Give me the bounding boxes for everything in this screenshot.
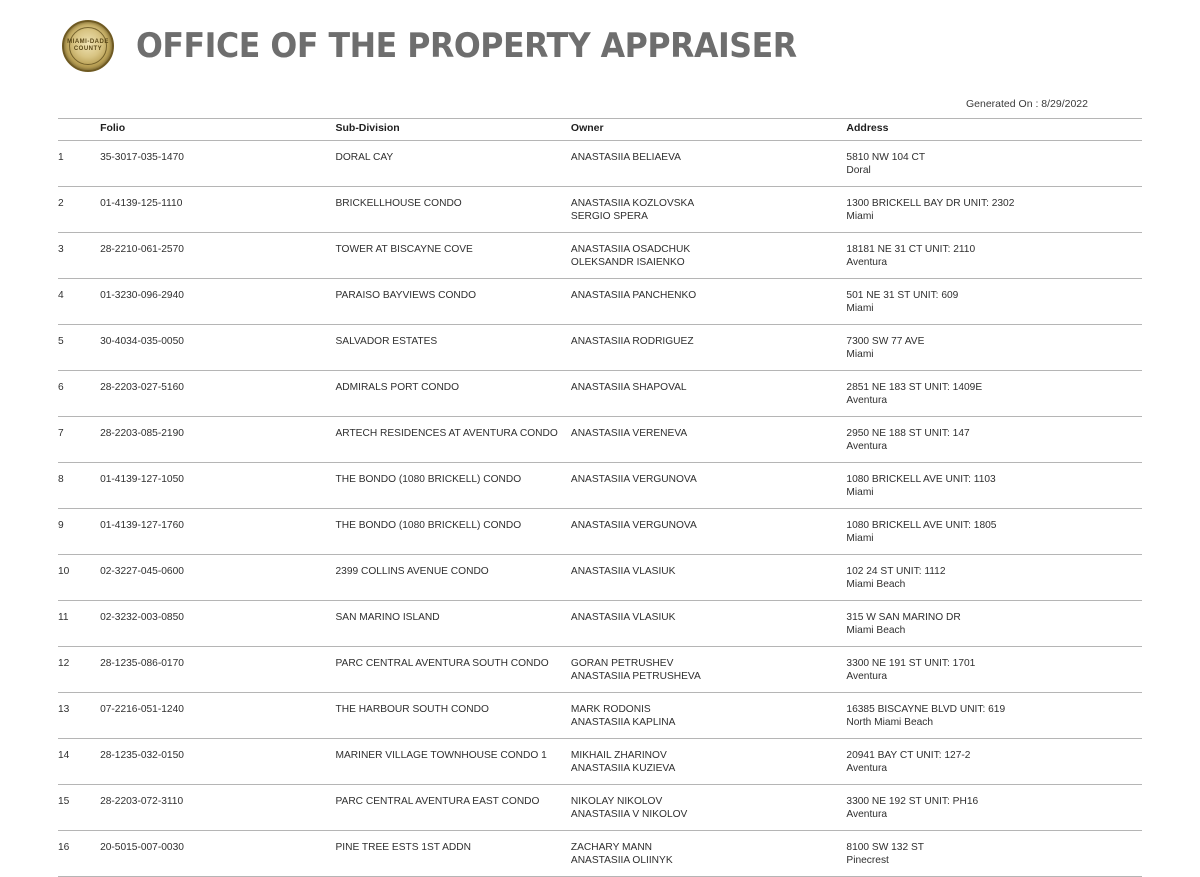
owner-primary: NIKOLAY NIKOLOV [570, 796, 663, 807]
row-index: 12 [58, 647, 100, 693]
address-street: 2950 NE 188 ST UNIT: 147 [846, 428, 970, 439]
generated-on-label: Generated On : 8/29/2022 [965, 98, 1088, 110]
address-city: Miami [846, 303, 874, 314]
cell-owner [571, 785, 847, 831]
address-street: 501 NE 31 ST UNIT: 609 [846, 290, 959, 301]
page-title: OFFICE OF THE PROPERTY APPRAISER [136, 26, 797, 66]
address-street: 315 W SAN MARINO DR [846, 612, 961, 623]
address-city: Aventura [846, 395, 887, 406]
column-header-folio: Folio [100, 119, 335, 141]
address-street: 5810 NW 104 CT [846, 152, 926, 163]
address-city: Miami [846, 533, 874, 544]
cell-folio: 28-1235-086-0170 [100, 647, 335, 693]
cell-folio: 01-4139-127-1050 [100, 463, 335, 509]
row-index: 3 [58, 233, 100, 279]
cell-address [846, 739, 1142, 785]
address-city: Pinecrest [846, 855, 889, 866]
cell-folio: 07-2216-051-1240 [100, 693, 335, 739]
cell-subdivision: PARC CENTRAL AVENTURA EAST CONDO [335, 785, 570, 831]
county-seal-label: MIAMI-DADE COUNTY [67, 39, 109, 52]
table-row [58, 141, 1142, 187]
table-row [58, 509, 1142, 555]
cell-owner [571, 325, 847, 371]
cell-owner [571, 509, 847, 555]
owner-primary: ANASTASIIA KOZLOVSKA [570, 198, 695, 209]
cell-owner [571, 417, 847, 463]
cell-owner [571, 141, 847, 187]
owner-primary: ANASTASIIA PANCHENKO [570, 290, 697, 301]
row-index: 4 [58, 279, 100, 325]
table-row [58, 187, 1142, 233]
address-city: Miami [846, 487, 874, 498]
property-table-container [58, 118, 1142, 877]
row-index: 10 [58, 555, 100, 601]
cell-address [846, 601, 1142, 647]
row-index: 1 [58, 141, 100, 187]
address-street: 16385 BISCAYNE BLVD UNIT: 619 [846, 704, 1006, 715]
table-row [58, 739, 1142, 785]
table-row [58, 417, 1142, 463]
cell-folio: 28-1235-032-0150 [100, 739, 335, 785]
cell-owner [571, 601, 847, 647]
row-index: 15 [58, 785, 100, 831]
cell-address [846, 371, 1142, 417]
owner-secondary: SERGIO SPERA [570, 211, 648, 222]
cell-address [846, 509, 1142, 555]
document-header [0, 0, 1200, 78]
row-index: 11 [58, 601, 100, 647]
address-street: 1300 BRICKELL BAY DR UNIT: 2302 [846, 198, 1015, 209]
cell-subdivision: THE BONDO (1080 BRICKELL) CONDO [335, 509, 570, 555]
owner-primary: MIKHAIL ZHARINOV [570, 750, 667, 761]
cell-address [846, 785, 1142, 831]
cell-owner [571, 693, 847, 739]
owner-secondary: ANASTASIIA KUZIEVA [570, 763, 676, 774]
row-index: 8 [58, 463, 100, 509]
owner-primary: GORAN PETRUSHEV [570, 658, 674, 669]
address-street: 18181 NE 31 CT UNIT: 2110 [846, 244, 976, 255]
address-city: Miami Beach [846, 579, 906, 590]
address-street: 1080 BRICKELL AVE UNIT: 1805 [846, 520, 997, 531]
table-row [58, 601, 1142, 647]
address-city: Doral [846, 165, 871, 176]
cell-folio: 28-2203-085-2190 [100, 417, 335, 463]
cell-address [846, 463, 1142, 509]
cell-folio: 01-3230-096-2940 [100, 279, 335, 325]
column-header-subdivision: Sub-Division [335, 119, 570, 141]
address-city: Aventura [846, 763, 887, 774]
table-row [58, 371, 1142, 417]
table-row [58, 279, 1142, 325]
cell-owner [571, 187, 847, 233]
cell-subdivision: MARINER VILLAGE TOWNHOUSE CONDO 1 [335, 739, 570, 785]
table-row [58, 555, 1142, 601]
address-city: Aventura [846, 441, 887, 452]
owner-primary: ZACHARY MANN [570, 842, 653, 853]
table-row [58, 325, 1142, 371]
cell-folio: 02-3227-045-0600 [100, 555, 335, 601]
cell-subdivision: ADMIRALS PORT CONDO [335, 371, 570, 417]
cell-subdivision: PARAISO BAYVIEWS CONDO [335, 279, 570, 325]
owner-primary: MARK RODONIS [570, 704, 651, 715]
row-index: 14 [58, 739, 100, 785]
address-street: 3300 NE 191 ST UNIT: 1701 [846, 658, 976, 669]
row-index: 2 [58, 187, 100, 233]
column-header-index [58, 119, 100, 141]
cell-subdivision: 2399 COLLINS AVENUE CONDO [335, 555, 570, 601]
column-header-address: Address [846, 119, 1142, 141]
cell-address [846, 141, 1142, 187]
owner-primary: ANASTASIIA VLASIUK [570, 566, 676, 577]
address-street: 7300 SW 77 AVE [846, 336, 925, 347]
cell-folio: 35-3017-035-1470 [100, 141, 335, 187]
owner-secondary: ANASTASIIA KAPLINA [570, 717, 676, 728]
address-street: 102 24 ST UNIT: 1112 [846, 566, 946, 577]
cell-owner [571, 463, 847, 509]
address-city: North Miami Beach [846, 717, 934, 728]
address-street: 20941 BAY CT UNIT: 127-2 [846, 750, 971, 761]
table-row [58, 831, 1142, 877]
cell-subdivision: PINE TREE ESTS 1ST ADDN [335, 831, 570, 877]
cell-address [846, 233, 1142, 279]
cell-folio: 28-2203-072-3110 [100, 785, 335, 831]
table-row [58, 233, 1142, 279]
address-street: 3300 NE 192 ST UNIT: PH16 [846, 796, 979, 807]
cell-address [846, 693, 1142, 739]
address-street: 1080 BRICKELL AVE UNIT: 1103 [846, 474, 996, 485]
cell-folio: 28-2210-061-2570 [100, 233, 335, 279]
cell-owner [571, 371, 847, 417]
cell-address [846, 279, 1142, 325]
address-city: Aventura [846, 671, 887, 682]
address-city: Miami [846, 349, 874, 360]
cell-address [846, 647, 1142, 693]
owner-primary: ANASTASIIA VERGUNOVA [570, 474, 697, 485]
cell-folio: 20-5015-007-0030 [100, 831, 335, 877]
address-street: 2851 NE 183 ST UNIT: 1409E [846, 382, 983, 393]
cell-address [846, 325, 1142, 371]
cell-folio: 28-2203-027-5160 [100, 371, 335, 417]
address-street: 8100 SW 132 ST [846, 842, 924, 853]
cell-address [846, 831, 1142, 877]
table-header-row [58, 119, 1142, 141]
cell-subdivision: PARC CENTRAL AVENTURA SOUTH CONDO [335, 647, 570, 693]
county-seal-icon [62, 20, 114, 72]
property-table [58, 118, 1142, 877]
cell-owner [571, 647, 847, 693]
address-city: Aventura [846, 257, 887, 268]
owner-secondary: OLEKSANDR ISAIENKO [570, 257, 685, 268]
cell-owner [571, 555, 847, 601]
owner-primary: ANASTASIIA OSADCHUK [570, 244, 691, 255]
cell-address [846, 417, 1142, 463]
cell-subdivision: THE HARBOUR SOUTH CONDO [335, 693, 570, 739]
row-index: 16 [58, 831, 100, 877]
cell-folio: 30-4034-035-0050 [100, 325, 335, 371]
owner-primary: ANASTASIIA VLASIUK [570, 612, 676, 623]
table-row [58, 647, 1142, 693]
row-index: 6 [58, 371, 100, 417]
table-row [58, 785, 1142, 831]
row-index: 7 [58, 417, 100, 463]
cell-owner [571, 831, 847, 877]
cell-subdivision: SALVADOR ESTATES [335, 325, 570, 371]
owner-primary: ANASTASIIA SHAPOVAL [570, 382, 687, 393]
cell-subdivision: THE BONDO (1080 BRICKELL) CONDO [335, 463, 570, 509]
owner-secondary: ANASTASIIA PETRUSHEVA [570, 671, 701, 682]
table-row [58, 463, 1142, 509]
cell-address [846, 187, 1142, 233]
owner-primary: ANASTASIIA BELIAEVA [570, 152, 681, 163]
row-index: 9 [58, 509, 100, 555]
cell-owner [571, 233, 847, 279]
address-city: Miami Beach [846, 625, 906, 636]
cell-subdivision: TOWER AT BISCAYNE COVE [335, 233, 570, 279]
table-row [58, 693, 1142, 739]
owner-secondary: ANASTASIIA OLIINYK [570, 855, 673, 866]
cell-address [846, 555, 1142, 601]
row-index: 5 [58, 325, 100, 371]
cell-owner [571, 279, 847, 325]
owner-primary: ANASTASIIA VERENEVA [570, 428, 688, 439]
row-index: 13 [58, 693, 100, 739]
owner-secondary: ANASTASIIA V NIKOLOV [570, 809, 688, 820]
address-city: Miami [846, 211, 874, 222]
cell-subdivision: SAN MARINO ISLAND [335, 601, 570, 647]
owner-primary: ANASTASIIA VERGUNOVA [570, 520, 697, 531]
cell-subdivision: BRICKELLHOUSE CONDO [335, 187, 570, 233]
cell-owner [571, 739, 847, 785]
table-body [58, 141, 1142, 877]
cell-subdivision: DORAL CAY [335, 141, 570, 187]
cell-folio: 01-4139-125-1110 [100, 187, 335, 233]
cell-folio: 01-4139-127-1760 [100, 509, 335, 555]
cell-folio: 02-3232-003-0850 [100, 601, 335, 647]
cell-subdivision: ARTECH RESIDENCES AT AVENTURA CONDO [335, 417, 570, 463]
column-header-owner: Owner [571, 119, 847, 141]
owner-primary: ANASTASIIA RODRIGUEZ [570, 336, 694, 347]
address-city: Aventura [846, 809, 887, 820]
